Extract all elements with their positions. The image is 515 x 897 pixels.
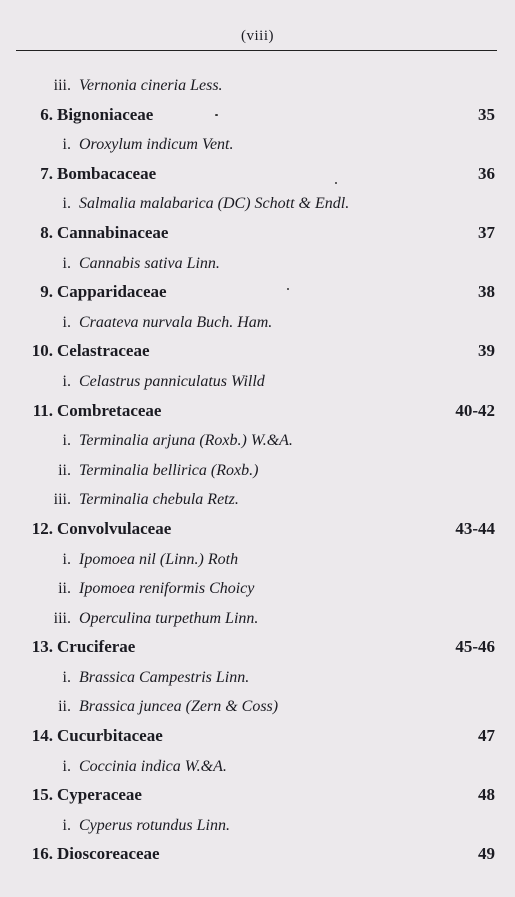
print-speck — [215, 114, 218, 116]
family-number: 15. — [31, 785, 53, 805]
species-numeral: i. — [62, 816, 71, 834]
species-name: Brassica juncea (Zern & Coss) — [79, 698, 279, 716]
page-reference: 35 — [478, 104, 495, 124]
species-name: Ipomoea nil (Linn.) Roth — [79, 550, 239, 568]
species-name: Operculina turpethum Linn. — [79, 609, 259, 627]
species-name: Craateva nurvala Buch. Ham. — [79, 313, 273, 331]
species-name: Terminalia bellirica (Roxb.) — [79, 461, 259, 479]
family-name: Cyperaceae — [57, 785, 142, 805]
family-name: Dioscoreaceae — [57, 844, 160, 864]
page-reference: 38 — [478, 282, 495, 302]
species-numeral: i. — [62, 313, 71, 331]
family-name: Celastraceae — [57, 341, 150, 361]
page-reference: 36 — [478, 163, 495, 183]
family-name: Combretaceae — [57, 400, 162, 420]
family-number: 13. — [31, 637, 53, 657]
toc-family-entry — [0, 398, 515, 428]
toc-species-entry — [0, 309, 515, 339]
toc-family-entry — [0, 338, 515, 368]
species-numeral: i. — [62, 668, 71, 686]
print-speck — [287, 288, 289, 290]
page-reference: 47 — [478, 726, 495, 746]
family-name: Cannabinaceae — [57, 222, 169, 242]
page-reference: 48 — [478, 785, 495, 805]
page-reference: 37 — [478, 222, 495, 242]
species-name: Oroxylum indicum Vent. — [79, 136, 234, 154]
species-numeral: i. — [62, 136, 71, 154]
toc-family-entry — [0, 220, 515, 250]
species-numeral: i. — [62, 550, 71, 568]
toc-species-entry — [0, 812, 515, 842]
toc-family-entry — [0, 102, 515, 132]
family-name: Cruciferae — [57, 637, 136, 657]
page-reference: 45-46 — [455, 637, 495, 657]
species-name: Coccinia indica W.&A. — [79, 757, 227, 775]
species-numeral: iii. — [53, 77, 71, 94]
family-number: 9. — [40, 282, 53, 302]
toc-species-entry — [0, 427, 515, 457]
toc-family-entry — [0, 782, 515, 812]
family-name: Convolvulaceae — [57, 518, 172, 538]
toc-species-entry — [0, 131, 515, 161]
species-numeral: i. — [62, 254, 71, 272]
family-name: Bombacaceae — [57, 163, 157, 183]
species-numeral: iii. — [53, 609, 71, 627]
table-of-contents — [0, 72, 515, 871]
toc-species-entry — [0, 753, 515, 783]
family-number: 11. — [32, 400, 53, 420]
toc-species-entry — [0, 190, 515, 220]
toc-species-entry — [0, 693, 515, 723]
toc-species-entry — [0, 664, 515, 694]
species-name: Salmalia malabarica (DC) Schott & Endl. — [79, 195, 350, 213]
species-numeral: ii. — [58, 698, 71, 716]
toc-species-entry — [0, 457, 515, 487]
toc-family-entry — [0, 841, 515, 871]
toc-species-entry — [0, 575, 515, 605]
species-numeral: i. — [62, 195, 71, 213]
page-reference: 49 — [478, 844, 495, 864]
family-number: 10. — [31, 341, 53, 361]
toc-family-entry — [0, 161, 515, 191]
species-name: Celastrus panniculatus Willd — [79, 372, 265, 390]
toc-family-entry — [0, 634, 515, 664]
toc-family-entry — [0, 279, 515, 309]
species-numeral: i. — [62, 757, 71, 775]
page-number-header: (viii) — [241, 28, 274, 44]
family-number: 6. — [40, 104, 53, 124]
species-numeral: iii. — [53, 491, 71, 509]
toc-species-entry — [0, 486, 515, 516]
family-number: 8. — [40, 222, 53, 242]
family-number: 16. — [31, 844, 53, 864]
species-name: Terminalia chebula Retz. — [79, 491, 239, 509]
species-name: Cyperus rotundus Linn. — [79, 816, 230, 834]
species-numeral: ii. — [58, 580, 71, 598]
header-rule — [16, 50, 497, 51]
print-speck — [335, 182, 337, 184]
species-name: Terminalia arjuna (Roxb.) W.&A. — [79, 432, 293, 450]
species-numeral: i. — [62, 372, 71, 390]
family-name: Cucurbitaceae — [57, 726, 163, 746]
species-name: Cannabis sativa Linn. — [79, 254, 220, 272]
toc-species-entry — [0, 72, 515, 102]
family-name: Bignoniaceae — [57, 104, 154, 124]
family-name: Capparidaceae — [57, 282, 167, 302]
toc-species-entry — [0, 546, 515, 576]
toc-species-entry — [0, 250, 515, 280]
toc-family-entry — [0, 516, 515, 546]
species-numeral: i. — [62, 432, 71, 450]
page-reference: 39 — [478, 341, 495, 361]
species-name: Ipomoea reniformis Choicy — [79, 580, 255, 598]
family-number: 7. — [40, 163, 53, 183]
species-numeral: ii. — [58, 461, 71, 479]
species-name: Brassica Campestris Linn. — [79, 668, 250, 686]
toc-family-entry — [0, 723, 515, 753]
family-number: 14. — [31, 726, 53, 746]
toc-species-entry — [0, 605, 515, 635]
family-number: 12. — [31, 518, 53, 538]
page-reference: 43-44 — [455, 518, 495, 538]
species-name: Vernonia cineria Less. — [79, 77, 223, 94]
page-reference: 40-42 — [455, 400, 495, 420]
toc-species-entry — [0, 368, 515, 398]
